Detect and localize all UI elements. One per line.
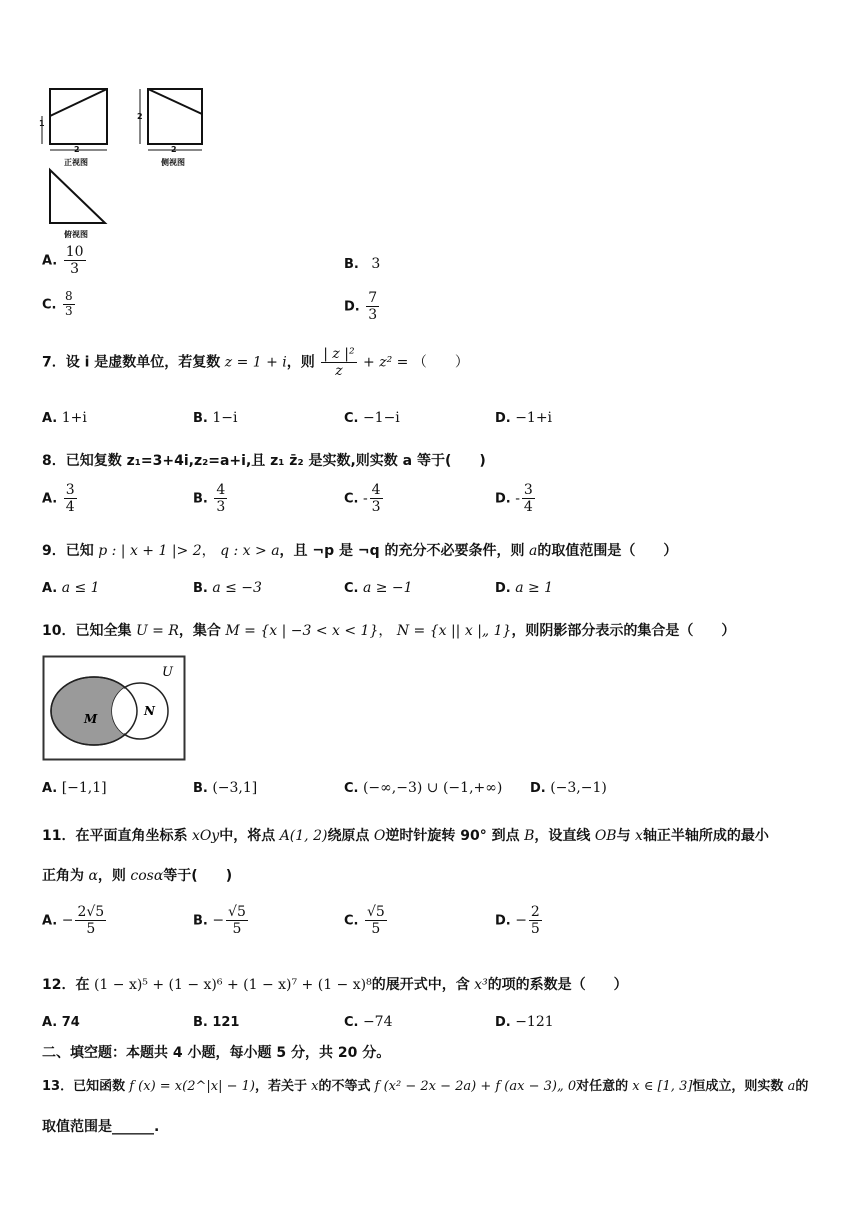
q12-option-a[interactable]: A. 74 <box>42 1015 80 1030</box>
q12-option-c[interactable]: C. −74 <box>344 1014 393 1030</box>
side-width-label: 2 <box>171 145 177 154</box>
q12-option-b[interactable]: B. 121 <box>193 1015 240 1030</box>
q9-option-b[interactable]: B. a ≤ −3 <box>193 580 262 596</box>
question-11-line-2: 正角为 α，则 cosα等于( ) <box>42 868 233 884</box>
q10-option-c[interactable]: C. (−∞,−3) ∪ (−1,+∞) <box>344 780 503 796</box>
q11-option-c[interactable]: C. $\frac{√5}{5}$ <box>344 904 385 938</box>
venn-diagram <box>42 655 187 763</box>
q6-option-c[interactable]: C. $\frac{8}{3}$ <box>42 289 73 318</box>
front-view <box>42 89 107 150</box>
section-2-heading: 二、填空题：本题共 4 小题，每小题 5 分，共 20 分。 <box>42 1045 391 1061</box>
front-width-label: 2 <box>74 145 80 154</box>
question-9: 9．已知 p : | x + 1 |> 2， q : x > a，且 ¬p 是 ¬q 的充分不必要条件，则 a的取值范围是（ ） <box>42 543 678 559</box>
q8-option-d[interactable]: D. - $\frac{3}{4}$ <box>495 482 533 516</box>
q12-option-d[interactable]: D. −121 <box>495 1014 554 1030</box>
q7-option-c[interactable]: C. −1−i <box>344 410 400 426</box>
q9-option-a[interactable]: A. a ≤ 1 <box>42 580 100 596</box>
q9-option-c[interactable]: C. a ≥ −1 <box>344 580 413 596</box>
q10-option-b[interactable]: B. (−3,1] <box>193 780 258 796</box>
question-13-line-1: 13．已知函数 f (x) = x(2^|x| − 1)，若关于 x的不等式 f (x² − 2x − 2a) + f (ax − 3)„ 0对任意的 x ∈ [1, 3]恒成立，则实数 a的 <box>42 1079 809 1094</box>
three-view-figure <box>36 84 216 246</box>
q8-option-c[interactable]: C. - $\frac{4}{3}$ <box>344 482 381 516</box>
top-view-label: 俯视图 <box>64 230 88 239</box>
question-7: 7．设 i 是虚数单位，若复数 z = 1 + i，则 $\frac{\text{| z |²}}{z}$ + z² = （ ） <box>42 346 469 380</box>
question-11-line-1: 11．在平面直角坐标系 xOy中，将点 A(1, 2)绕原点 O逆时针旋转 90° 到点 B，设直线 OB与 x轴正半轴所成的最小 <box>42 828 769 844</box>
side-height-label: 2 <box>137 112 143 121</box>
question-12: 12．在 (1 − x)⁵ + (1 − x)⁶ + (1 − x)⁷ + (1 − x)⁸的展开式中，含 x³的项的系数是（ ） <box>42 977 628 993</box>
q8-option-a[interactable]: A. $\frac{3}{4}$ <box>42 482 75 516</box>
question-10: 10．已知全集 U = R，集合 M = {x | −3 < x < 1}， N = {x || x |„ 1}，则阴影部分表示的集合是（ ） <box>42 623 736 639</box>
q7-option-d[interactable]: D. −1+i <box>495 410 553 426</box>
venn-m-label: M <box>84 712 98 726</box>
q7-option-b[interactable]: B. 1−i <box>193 410 238 426</box>
q10-option-a[interactable]: A. [−1,1] <box>42 780 107 796</box>
venn-u-label: U <box>162 665 173 680</box>
front-height-label: 1 <box>39 119 45 128</box>
q6-option-b[interactable]: B. 3 <box>344 256 381 272</box>
front-view-label: 正视图 <box>64 158 88 167</box>
side-view <box>140 89 202 150</box>
top-view <box>50 170 105 223</box>
q7-option-a[interactable]: A. 1+i <box>42 410 87 426</box>
q6-option-d[interactable]: D. $\frac{7}{3}$ <box>344 290 378 324</box>
question-13-line-2: 取值范围是______. <box>42 1119 160 1135</box>
venn-n-label: N <box>144 704 155 718</box>
q6-option-a[interactable]: A. $\frac{10}{3}$ <box>42 244 84 278</box>
q9-option-d[interactable]: D. a ≥ 1 <box>495 580 554 596</box>
q11-option-a[interactable]: A. − $\frac{2√5}{5}$ <box>42 904 105 938</box>
question-8: 8．已知复数 z₁=3+4i,z₂=a+i,且 z₁ z̄₂ 是实数,则实数 a 等于( ) <box>42 453 486 469</box>
side-view-label: 侧视图 <box>161 158 185 167</box>
q11-option-d[interactable]: D. − $\frac{2}{5}$ <box>495 904 540 938</box>
q10-option-d[interactable]: D. (−3,−1) <box>530 780 607 796</box>
q11-option-b[interactable]: B. − $\frac{√5}{5}$ <box>193 904 246 938</box>
q8-option-b[interactable]: B. $\frac{4}{3}$ <box>193 482 226 516</box>
